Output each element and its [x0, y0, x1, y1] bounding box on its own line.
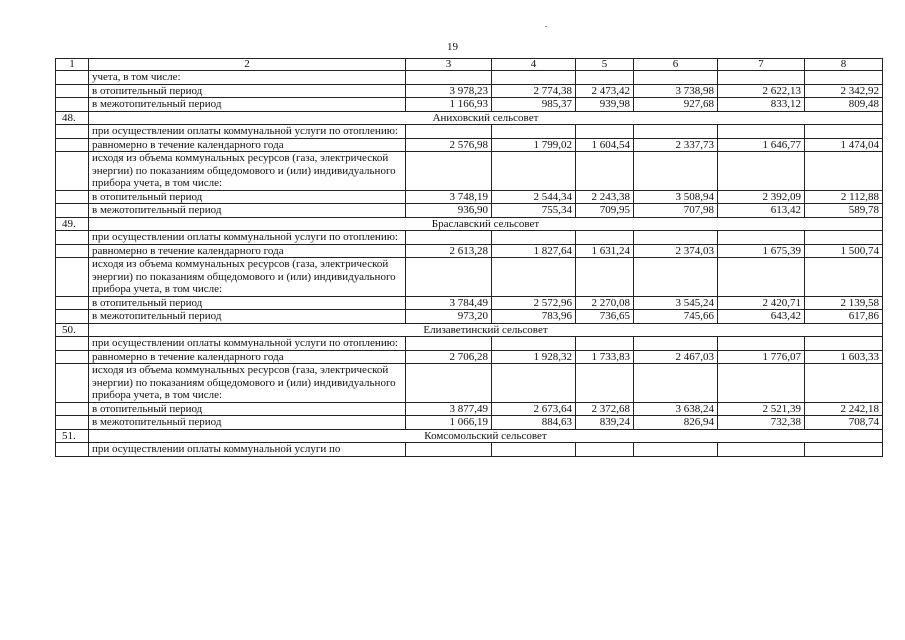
value-cell: 2 420,71 [718, 296, 805, 310]
value-cell: 643,42 [718, 310, 805, 324]
value-cell: 755,34 [492, 204, 576, 218]
row-description: при осуществлении оплаты коммунальной услуги по отоплению: [89, 125, 406, 139]
value-cell [576, 258, 634, 297]
value-cell [805, 258, 883, 297]
value-cell [805, 71, 883, 85]
row-number-cell [56, 258, 89, 297]
value-cell [492, 231, 576, 245]
table-row [56, 84, 883, 98]
row-description: исходя из объема коммунальных ресурсов (газа, электрической энергии) по показаниям общедомового и (или) индивидуального прибора учета, в том числе: [89, 364, 406, 403]
row-number-cell [56, 364, 89, 403]
value-cell: 1 474,04 [805, 138, 883, 152]
row-description: исходя из объема коммунальных ресурсов (газа, электрической энергии) по показаниям общедомового и (или) индивидуального прибора учета, в том числе: [89, 258, 406, 297]
value-cell: 2 270,08 [576, 296, 634, 310]
value-cell [576, 364, 634, 403]
row-number-cell [56, 310, 89, 324]
value-cell: 2 774,38 [492, 84, 576, 98]
value-cell [406, 364, 492, 403]
table-row [56, 350, 883, 364]
section-number: 49. [56, 217, 89, 231]
row-number-cell [56, 98, 89, 112]
row-description: равномерно в течение календарного года [89, 138, 406, 152]
value-cell: 3 978,23 [406, 84, 492, 98]
value-cell: 709,95 [576, 204, 634, 218]
table-row [56, 402, 883, 416]
row-number-cell [56, 138, 89, 152]
value-cell [492, 125, 576, 139]
row-number-cell [56, 125, 89, 139]
row-description: в межотопительный период [89, 416, 406, 430]
value-cell [576, 152, 634, 191]
value-cell: 617,86 [805, 310, 883, 324]
section-name: Аниховский сельсовет [89, 111, 883, 125]
value-cell [805, 443, 883, 457]
column-number: 3 [406, 59, 492, 71]
value-cell: 3 508,94 [634, 190, 718, 204]
value-cell: 3 748,19 [406, 190, 492, 204]
value-cell: 809,48 [805, 98, 883, 112]
value-cell: 3 638,24 [634, 402, 718, 416]
value-cell: 1 827,64 [492, 244, 576, 258]
row-number-cell [56, 84, 89, 98]
table-row [56, 244, 883, 258]
value-cell: 2 622,13 [718, 84, 805, 98]
table-row [56, 138, 883, 152]
value-cell: 2 372,68 [576, 402, 634, 416]
value-cell: 1 646,77 [718, 138, 805, 152]
value-cell: 3 784,49 [406, 296, 492, 310]
value-cell: 1 166,93 [406, 98, 492, 112]
section-name: Браславский сельсовет [89, 217, 883, 231]
value-cell: 2 374,03 [634, 244, 718, 258]
value-cell: 985,37 [492, 98, 576, 112]
value-cell [576, 71, 634, 85]
table-row [56, 416, 883, 430]
value-cell: 2 392,09 [718, 190, 805, 204]
value-cell [718, 337, 805, 351]
row-number-cell [56, 416, 89, 430]
row-description: равномерно в течение календарного года [89, 244, 406, 258]
value-cell [576, 337, 634, 351]
value-cell: 2 521,39 [718, 402, 805, 416]
value-cell [406, 258, 492, 297]
value-cell: 1 928,32 [492, 350, 576, 364]
row-description: равномерно в течение календарного года [89, 350, 406, 364]
column-number-row [56, 59, 883, 71]
value-cell [406, 337, 492, 351]
value-cell: 973,20 [406, 310, 492, 324]
value-cell: 3 738,98 [634, 84, 718, 98]
description-row [56, 71, 883, 85]
row-number-cell [56, 152, 89, 191]
value-cell: 2 242,18 [805, 402, 883, 416]
value-cell: 1 776,07 [718, 350, 805, 364]
row-description: при осуществлении оплаты коммунальной услуги по отоплению: [89, 337, 406, 351]
description-row [56, 258, 883, 297]
value-cell: 708,74 [805, 416, 883, 430]
row-description: в отопительный период [89, 190, 406, 204]
value-cell [805, 125, 883, 139]
row-description: в межотопительный период [89, 310, 406, 324]
column-number: 5 [576, 59, 634, 71]
section-row [56, 111, 883, 125]
row-description: в межотопительный период [89, 98, 406, 112]
value-cell [718, 364, 805, 403]
value-cell: 1 631,24 [576, 244, 634, 258]
value-cell: 2 576,98 [406, 138, 492, 152]
column-number: 7 [718, 59, 805, 71]
value-cell [634, 71, 718, 85]
table-row [56, 98, 883, 112]
value-cell: 936,90 [406, 204, 492, 218]
value-cell: 2 473,42 [576, 84, 634, 98]
value-cell: 2 613,28 [406, 244, 492, 258]
value-cell: 3 877,49 [406, 402, 492, 416]
value-cell [718, 443, 805, 457]
value-cell [718, 231, 805, 245]
value-cell: 3 545,24 [634, 296, 718, 310]
value-cell [634, 337, 718, 351]
row-description: исходя из объема коммунальных ресурсов (газа, электрической энергии) по показаниям общедомового и (или) индивидуального прибора учета, в том числе: [89, 152, 406, 191]
value-cell [406, 71, 492, 85]
value-cell [576, 125, 634, 139]
value-cell [492, 337, 576, 351]
row-description: при осуществлении оплаты коммунальной услуги по [89, 443, 406, 457]
value-cell: 613,42 [718, 204, 805, 218]
value-cell [492, 71, 576, 85]
value-cell [634, 258, 718, 297]
section-name: Елизаветинский сельсовет [89, 323, 883, 337]
row-number-cell [56, 402, 89, 416]
value-cell [634, 231, 718, 245]
value-cell: 783,96 [492, 310, 576, 324]
value-cell: 707,98 [634, 204, 718, 218]
value-cell: 833,12 [718, 98, 805, 112]
value-cell: 2 544,34 [492, 190, 576, 204]
value-cell [805, 152, 883, 191]
value-cell [634, 152, 718, 191]
value-cell [406, 231, 492, 245]
value-cell [406, 152, 492, 191]
value-cell [406, 443, 492, 457]
value-cell: 939,98 [576, 98, 634, 112]
value-cell [805, 364, 883, 403]
table-row [56, 296, 883, 310]
column-number: 2 [89, 59, 406, 71]
value-cell: 839,24 [576, 416, 634, 430]
value-cell: 2 572,96 [492, 296, 576, 310]
value-cell: 2 243,38 [576, 190, 634, 204]
row-number-cell [56, 190, 89, 204]
value-cell [492, 364, 576, 403]
value-cell [576, 231, 634, 245]
row-number-cell [56, 204, 89, 218]
value-cell [492, 258, 576, 297]
value-cell: 2 673,64 [492, 402, 576, 416]
section-number: 48. [56, 111, 89, 125]
row-description: в отопительный период [89, 84, 406, 98]
row-description: при осуществлении оплаты коммунальной услуги по отоплению: [89, 231, 406, 245]
value-cell: 2 342,92 [805, 84, 883, 98]
description-row [56, 152, 883, 191]
column-number: 8 [805, 59, 883, 71]
value-cell [805, 231, 883, 245]
value-cell: 2 139,58 [805, 296, 883, 310]
table-row [56, 204, 883, 218]
description-row [56, 231, 883, 245]
scan-speck [545, 26, 547, 27]
value-cell [718, 258, 805, 297]
value-cell: 1 604,54 [576, 138, 634, 152]
value-cell [718, 71, 805, 85]
row-number-cell [56, 337, 89, 351]
row-description: в межотопительный период [89, 204, 406, 218]
row-description: в отопительный период [89, 402, 406, 416]
value-cell: 589,78 [805, 204, 883, 218]
table-row [56, 190, 883, 204]
column-number: 4 [492, 59, 576, 71]
value-cell: 1 675,39 [718, 244, 805, 258]
row-number-cell [56, 231, 89, 245]
section-number: 50. [56, 323, 89, 337]
row-description: в отопительный период [89, 296, 406, 310]
description-row [56, 443, 883, 457]
value-cell: 745,66 [634, 310, 718, 324]
section-row [56, 323, 883, 337]
row-description: учета, в том числе: [89, 71, 406, 85]
value-cell: 927,68 [634, 98, 718, 112]
row-number-cell [56, 443, 89, 457]
column-number: 6 [634, 59, 718, 71]
value-cell [406, 125, 492, 139]
value-cell: 1 733,83 [576, 350, 634, 364]
page-number: 19 [447, 41, 458, 53]
description-row [56, 337, 883, 351]
value-cell: 2 706,28 [406, 350, 492, 364]
value-cell: 2 467,03 [634, 350, 718, 364]
value-cell [576, 443, 634, 457]
value-cell [718, 125, 805, 139]
value-cell: 2 112,88 [805, 190, 883, 204]
value-cell: 1 799,02 [492, 138, 576, 152]
value-cell: 1 066,19 [406, 416, 492, 430]
value-cell [634, 125, 718, 139]
row-number-cell [56, 244, 89, 258]
value-cell [492, 443, 576, 457]
row-number-cell [56, 296, 89, 310]
value-cell: 1 603,33 [805, 350, 883, 364]
description-row [56, 125, 883, 139]
section-name: Комсомольский сельсовет [89, 429, 883, 443]
table-row [56, 310, 883, 324]
column-number: 1 [56, 59, 89, 71]
description-row [56, 364, 883, 403]
value-cell [492, 152, 576, 191]
value-cell [805, 337, 883, 351]
value-cell [634, 443, 718, 457]
section-row [56, 429, 883, 443]
value-cell: 732,38 [718, 416, 805, 430]
section-row [56, 217, 883, 231]
value-cell [718, 152, 805, 191]
section-number: 51. [56, 429, 89, 443]
row-number-cell [56, 71, 89, 85]
value-cell: 2 337,73 [634, 138, 718, 152]
value-cell: 884,63 [492, 416, 576, 430]
value-cell: 826,94 [634, 416, 718, 430]
value-cell: 736,65 [576, 310, 634, 324]
tariff-table [55, 58, 883, 457]
row-number-cell [56, 350, 89, 364]
value-cell [634, 364, 718, 403]
value-cell: 1 500,74 [805, 244, 883, 258]
